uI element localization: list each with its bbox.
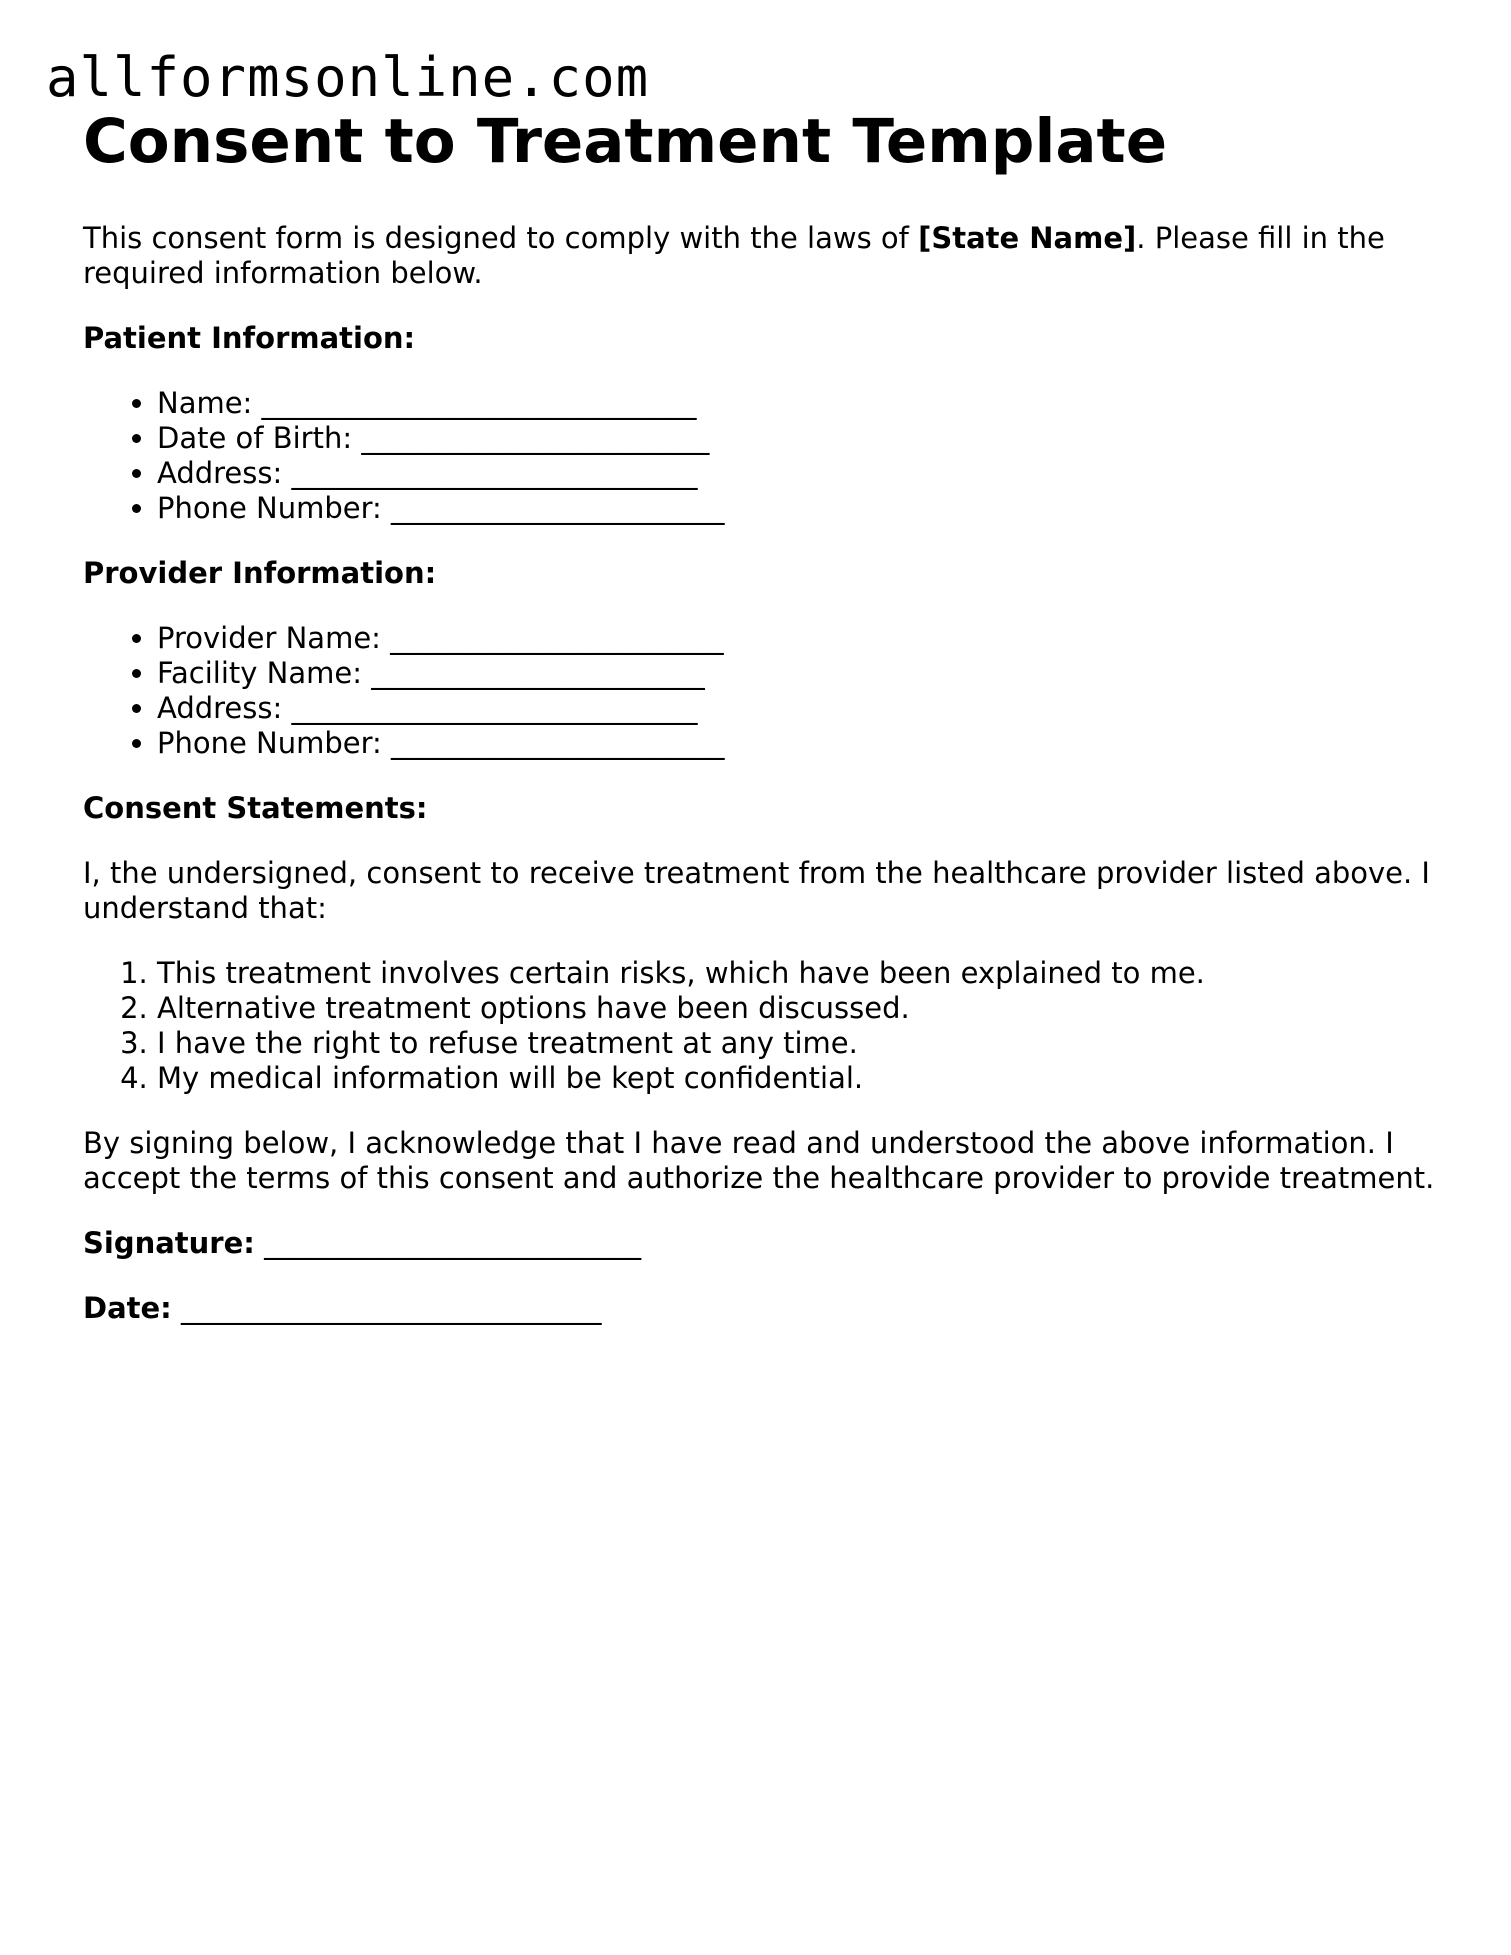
signature-field[interactable]: __________________________	[254, 1226, 642, 1260]
provider-name-field[interactable]: • Provider Name: _______________________	[157, 621, 1443, 656]
consent-statement: 1. This treatment involves certain risks, which have been explained to me.	[157, 956, 1443, 991]
consent-statement: 4. My medical information will be kept confidential.	[157, 1061, 1443, 1096]
consent-statement: 3. I have the right to refuse treatment at any time.	[157, 1026, 1443, 1061]
patient-dob-field[interactable]: • Date of Birth: ________________________	[157, 421, 1443, 456]
consent-statement: 2. Alternative treatment options have been discussed.	[157, 991, 1443, 1026]
patient-info-list	[83, 386, 1443, 526]
provider-info-list	[83, 621, 1443, 761]
signature-row	[83, 1226, 1443, 1261]
consent-lead-paragraph: I, the undersigned, consent to receive treatment from the healthcare provider listed above. I understand that:	[83, 856, 1430, 925]
facility-name-field[interactable]: • Facility Name: _______________________	[157, 656, 1443, 691]
acknowledgement-paragraph: By signing below, I acknowledge that I have read and understood the above information. I accept the terms of this consent and authorize the healthcare provider to provide treatment.	[83, 1126, 1435, 1195]
patient-address-field[interactable]: • Address: ____________________________	[157, 456, 1443, 491]
provider-phone-field[interactable]: • Phone Number: _______________________	[157, 726, 1443, 761]
date-row	[83, 1291, 1443, 1326]
intro-text-after: . Please fill in the required information below.	[83, 221, 1385, 290]
provider-address-field[interactable]: • Address: ____________________________	[157, 691, 1443, 726]
intro-paragraph	[83, 221, 1443, 291]
document-title: Consent to Treatment Template	[83, 106, 1168, 177]
intro-text-before: This consent form is designed to comply with the laws of	[83, 221, 919, 255]
watermark: allformsonline.com	[46, 46, 650, 109]
state-name-placeholder: [State Name]	[918, 221, 1137, 255]
consent-statements-list	[83, 956, 1443, 1096]
date-field[interactable]: _____________________________	[171, 1291, 602, 1325]
document-page	[83, 104, 1443, 1326]
patient-phone-field[interactable]: • Phone Number: _______________________	[157, 491, 1443, 526]
provider-info-heading: Provider Information:	[83, 556, 437, 590]
date-label: Date:	[83, 1291, 172, 1325]
patient-name-field[interactable]: • Name: ______________________________	[157, 386, 1443, 421]
signature-label: Signature:	[83, 1226, 255, 1260]
patient-info-heading: Patient Information:	[83, 321, 416, 355]
consent-statements-heading: Consent Statements:	[83, 791, 428, 825]
